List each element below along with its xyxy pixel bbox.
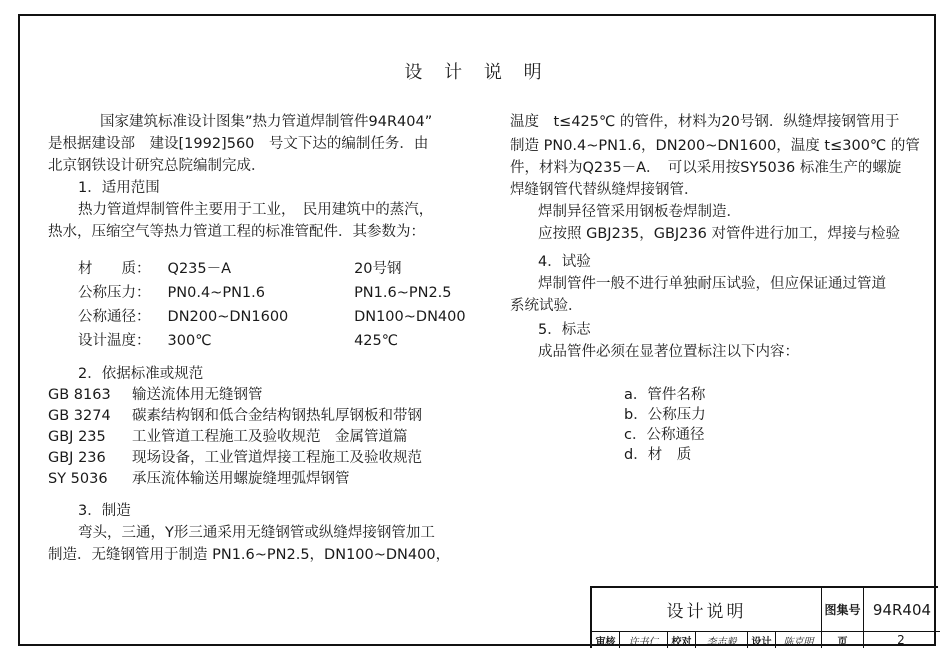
section-1-text: 热水，压缩空气等热力管道工程的标准管配件．其参数为： xyxy=(48,224,425,240)
drawing-sheet xyxy=(18,14,936,646)
param-value: DN100~DN400 xyxy=(354,309,466,325)
design-signature: 陈克明 xyxy=(776,632,822,648)
standard-code: GBJ 235 xyxy=(48,429,106,445)
standard-row xyxy=(48,385,466,406)
param-value: Q235－A xyxy=(167,261,232,277)
standard-name: 承压流体输送用螺旋缝埋弧焊钢管 xyxy=(132,471,350,487)
title-block xyxy=(590,586,938,648)
section-3-continued: 焊缝钢管代替纵缝焊接钢管． xyxy=(510,182,699,198)
section-4-text: 系统试验． xyxy=(510,298,583,314)
param-row-temperature xyxy=(48,329,466,353)
standard-code: GB 3274 xyxy=(48,408,111,424)
param-value: 300℃ xyxy=(167,333,212,349)
section-5-text: 成品管件必须在显著位置标注以下内容： xyxy=(538,344,799,360)
param-value: DN200~DN1600 xyxy=(167,309,289,325)
intro-line: 是根据建设部 建设[1992]560 号文下达的编制任务．由 xyxy=(48,136,429,152)
section-3-text: 弯头，三通，Y形三通采用无缝钢管或纵缝焊接钢管加工 xyxy=(78,525,435,541)
section-3-title: 3．制造 xyxy=(78,503,131,519)
mark-item: d．材 质 xyxy=(624,447,692,463)
standard-row xyxy=(48,469,466,490)
signature-row xyxy=(592,632,938,648)
param-label: 设计温度： xyxy=(78,333,151,349)
param-row-pressure xyxy=(48,281,466,305)
standard-name: 碳素结构钢和低合金结构钢热轧厚钢板和带钢 xyxy=(132,408,422,424)
param-label: 公称压力： xyxy=(78,285,151,301)
standard-code: SY 5036 xyxy=(48,471,108,487)
param-row-material xyxy=(48,257,466,281)
param-value: 20号钢 xyxy=(354,261,402,277)
param-value: 425℃ xyxy=(354,333,399,349)
review-signature: 许书仁 xyxy=(620,632,668,648)
section-3-continued: 制造 PN0.4~PN1.6，DN200~DN1600，温度 t≤300℃ 的管 xyxy=(510,138,920,154)
reducer-note: 焊制异径管采用钢板卷焊制造． xyxy=(538,204,741,220)
review-label: 审核 xyxy=(592,632,620,648)
standard-code: GB 8163 xyxy=(48,387,111,403)
standard-name: 工业管道工程施工及验收规范 金属管道篇 xyxy=(132,429,408,445)
page-label: 页 xyxy=(822,632,864,648)
standard-row xyxy=(48,427,466,448)
param-label: 材 质： xyxy=(78,261,151,277)
page-title: 设 计 说 明 xyxy=(404,62,550,83)
intro-line: 北京钢铁设计研究总院编制完成． xyxy=(48,158,266,174)
standard-name: 现场设备，工业管道焊接工程施工及验收规范 xyxy=(132,450,422,466)
param-value: PN0.4~PN1.6 xyxy=(167,285,265,301)
section-3-text: 制造．无缝钢管用于制造 PN1.6~PN2.5，DN100~DN400， xyxy=(48,547,451,563)
param-label: 公称通径： xyxy=(78,309,151,325)
standard-code: GBJ 236 xyxy=(48,450,106,466)
section-4-text: 焊制管件一般不进行单独耐压试验，但应保证通过管道 xyxy=(538,276,886,292)
mark-item: b．公称压力 xyxy=(624,407,706,423)
standard-row xyxy=(48,448,466,469)
section-2-title: 2．依据标准或规范 xyxy=(78,366,204,382)
section-3-continued: 件，材料为Q235－A． 可以采用按SY5036 标准生产的螺旋 xyxy=(510,160,902,176)
right-column xyxy=(510,111,920,465)
drawing-name: 设计说明 xyxy=(592,588,822,632)
atlas-number: 94R404 xyxy=(864,588,940,632)
standard-row xyxy=(48,406,466,427)
section-5-title: 5．标志 xyxy=(538,322,591,338)
param-value: PN1.6~PN2.5 xyxy=(354,285,452,301)
section-4-title: 4．试验 xyxy=(538,254,591,270)
section-1-title: 1．适用范围 xyxy=(78,180,160,196)
mark-item: c．公称通径 xyxy=(624,427,705,443)
page-number: 2 xyxy=(897,633,905,647)
check-signature: 李志毅 xyxy=(696,632,748,648)
intro-line: 国家建筑标准设计图集”热力管道焊制管件94R404” xyxy=(100,114,433,130)
left-column xyxy=(48,111,466,566)
section-3-continued: 温度 t≤425℃ 的管件，材料为20号钢．纵缝焊接钢管用于 xyxy=(510,114,900,130)
standard-name: 输送流体用无缝钢管 xyxy=(132,387,263,403)
processing-note: 应按照 GBJ235，GBJ236 对管件进行加工，焊接与检验 xyxy=(538,226,900,242)
atlas-number-label: 图集号 xyxy=(822,588,864,632)
section-1-text: 热力管道焊制管件主要用于工业， 民用建筑中的蒸汽， xyxy=(78,202,434,218)
check-label: 校对 xyxy=(668,632,696,648)
mark-item: a．管件名称 xyxy=(624,387,706,403)
design-label: 设计 xyxy=(748,632,776,648)
param-row-diameter xyxy=(48,305,466,329)
